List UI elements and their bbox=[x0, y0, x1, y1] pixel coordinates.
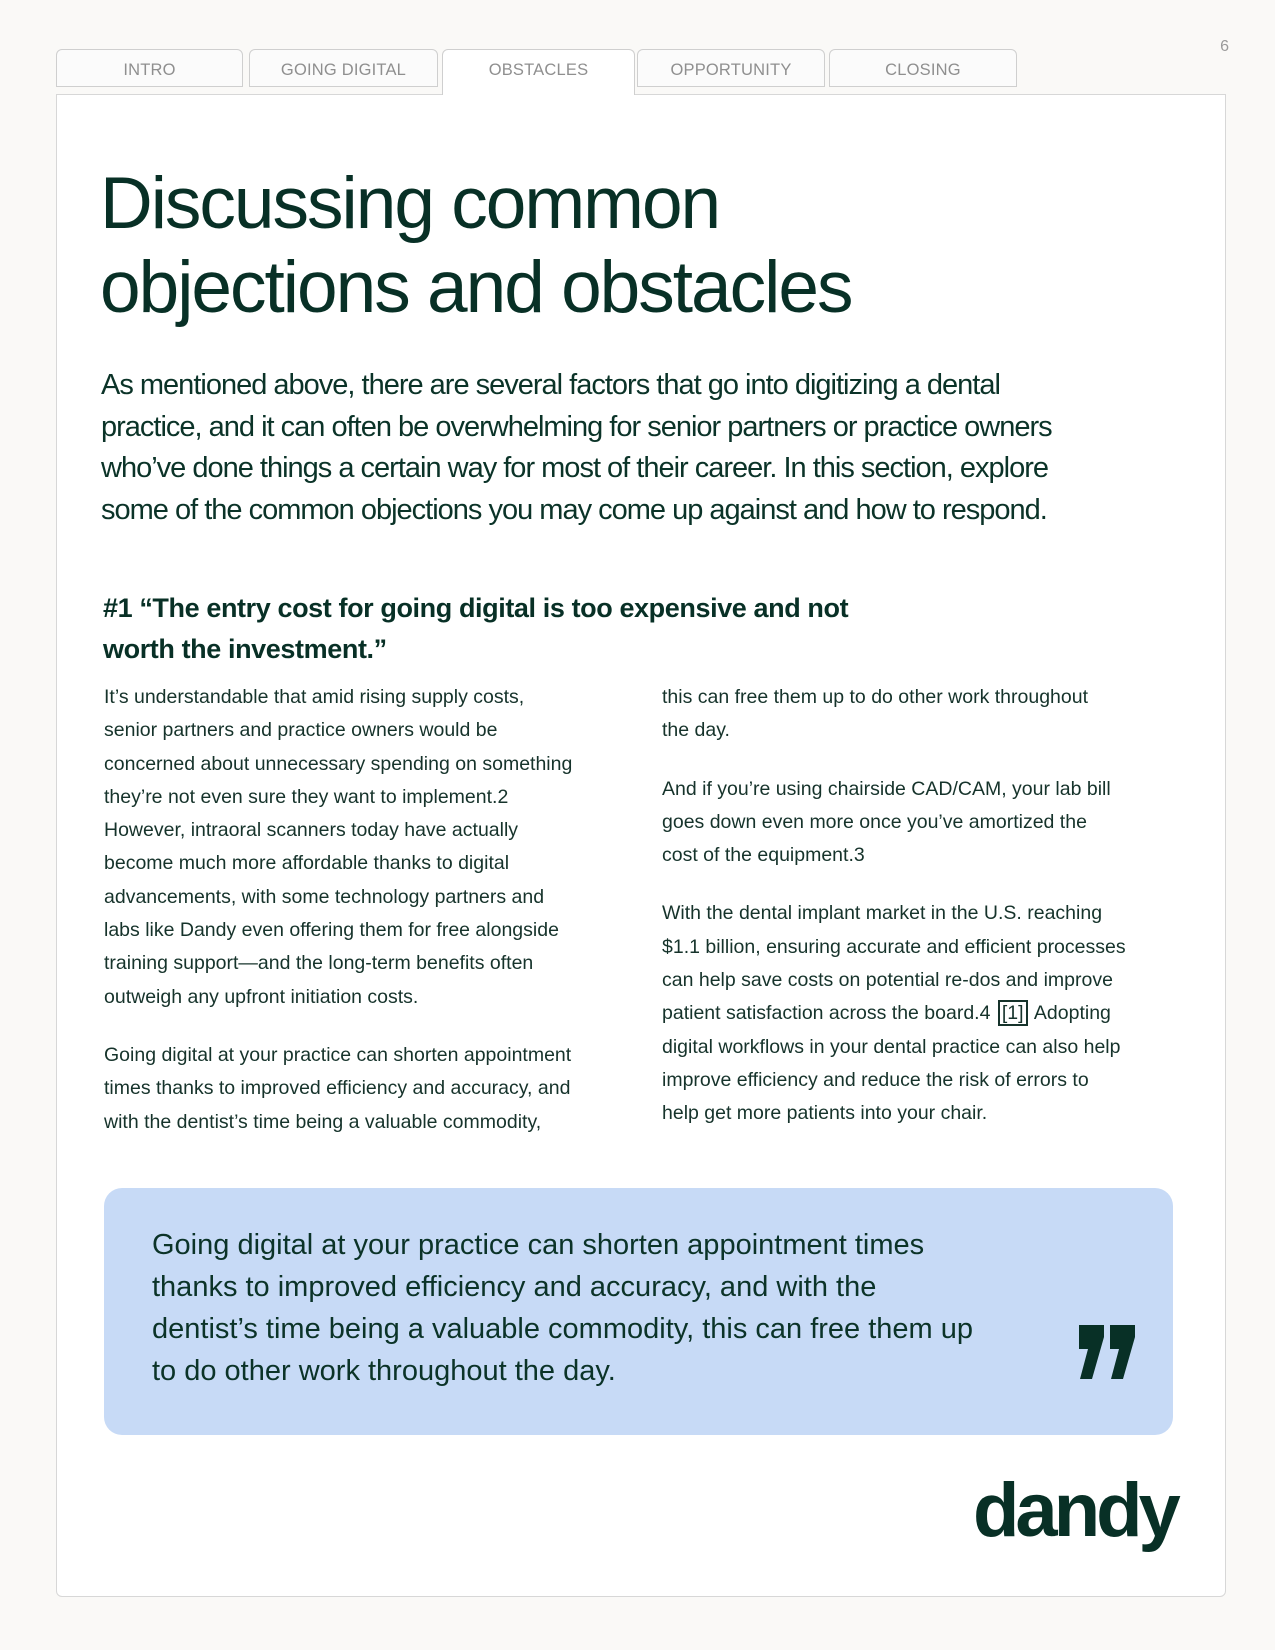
left-column bbox=[104, 681, 634, 1164]
quote-line: dentist’s time being a valuable commodity, this can free them up bbox=[152, 1313, 974, 1345]
body-line bbox=[662, 997, 1182, 1030]
body-line: However, intraoral scanners today have actually bbox=[104, 819, 519, 842]
body-paragraph bbox=[662, 681, 1182, 748]
body-line: this can free them up to do other work throughout bbox=[662, 686, 1089, 708]
body-line: times thanks to improved efficiency and accuracy, and bbox=[104, 1077, 571, 1100]
intro-line: who’ve done things a certain way for most of their career. In this section, explore bbox=[101, 452, 1049, 484]
body-line: improve efficiency and reduce the risk of errors to bbox=[662, 1068, 1089, 1091]
right-column bbox=[662, 681, 1182, 1156]
body-line: become much more affordable thanks to digital bbox=[104, 852, 510, 875]
body-line: Going digital at your practice can shorten appointment bbox=[104, 1043, 572, 1066]
page-title bbox=[100, 162, 1100, 330]
pull-quote bbox=[104, 1188, 1173, 1435]
tab-intro[interactable]: INTRO bbox=[56, 49, 243, 87]
closing-quote-icon bbox=[1074, 1325, 1138, 1379]
tab-opportunity[interactable]: OPPORTUNITY bbox=[637, 49, 825, 87]
body-paragraph bbox=[104, 1039, 634, 1139]
body-line: concerned about unnecessary spending on something bbox=[104, 752, 573, 775]
heading-line: #1 “The entry cost for going digital is too expensive and not bbox=[103, 593, 849, 623]
title-line: Discussing common bbox=[100, 163, 720, 244]
body-line: And if you’re using chairside CAD/CAM, your lab bill bbox=[662, 777, 1111, 800]
body-line: can help save costs on potential re-dos and improve bbox=[662, 969, 1113, 992]
body-line: training support—and the long-term benefits often bbox=[104, 952, 534, 975]
heading-line: worth the investment.” bbox=[103, 634, 387, 664]
intro-line: some of the common objections you may come up against and how to respond. bbox=[101, 493, 1047, 526]
page-number: 6 bbox=[1220, 38, 1229, 55]
tab-going-digital[interactable]: GOING DIGITAL bbox=[249, 49, 438, 87]
body-paragraph bbox=[662, 773, 1182, 873]
body-line: they’re not even sure they want to implement.2 bbox=[104, 785, 509, 808]
body-line: digital workflows in your dental practice can also help bbox=[662, 1035, 1121, 1058]
body-line: the day. bbox=[662, 719, 730, 742]
body-line: advancements, with some technology partners and bbox=[104, 885, 545, 908]
title-line: objections and obstacles bbox=[100, 247, 852, 328]
pull-quote-text bbox=[152, 1224, 1012, 1392]
tab-obstacles[interactable]: OBSTACLES bbox=[442, 49, 635, 95]
intro-line: As mentioned above, there are several factors that go into digitizing a dental bbox=[101, 369, 1000, 401]
body-line-segment: Adopting bbox=[1033, 1002, 1111, 1025]
reference-marker[interactable]: [1] bbox=[998, 1000, 1028, 1026]
dandy-logo bbox=[973, 1474, 1183, 1556]
body-line: outweigh any upfront initiation costs. bbox=[104, 985, 419, 1008]
tab-closing[interactable]: CLOSING bbox=[829, 49, 1017, 87]
objection-heading bbox=[103, 588, 1003, 670]
body-line: $1.1 billion, ensuring accurate and efficient processes bbox=[662, 935, 1126, 958]
logo-text: dandy bbox=[973, 1474, 1177, 1553]
quote-line: thanks to improved efficiency and accuracy, and with the bbox=[152, 1271, 877, 1303]
body-line: goes down even more once you’ve amortized the bbox=[662, 810, 1087, 833]
body-paragraph bbox=[662, 897, 1182, 1130]
body-paragraph bbox=[104, 681, 634, 1014]
body-line: It’s understandable that amid rising supply costs, bbox=[104, 686, 525, 708]
body-line: with the dentist’s time being a valuable commodity, bbox=[104, 1110, 542, 1133]
body-line: labs like Dandy even offering them for free alongside bbox=[104, 919, 559, 942]
body-line-segment: patient satisfaction across the board.4 bbox=[662, 1002, 991, 1025]
intro-paragraph bbox=[101, 365, 1131, 531]
quote-line: to do other work throughout the day. bbox=[152, 1355, 616, 1387]
quote-line: Going digital at your practice can shorten appointment times bbox=[152, 1229, 925, 1261]
body-line: help get more patients into your chair. bbox=[662, 1102, 988, 1125]
body-line: With the dental implant market in the U.S. reaching bbox=[662, 902, 1103, 925]
body-line: senior partners and practice owners would be bbox=[104, 719, 498, 742]
body-line: cost of the equipment.3 bbox=[662, 844, 865, 867]
intro-line: practice, and it can often be overwhelming for senior partners or practice owners bbox=[101, 410, 1052, 443]
